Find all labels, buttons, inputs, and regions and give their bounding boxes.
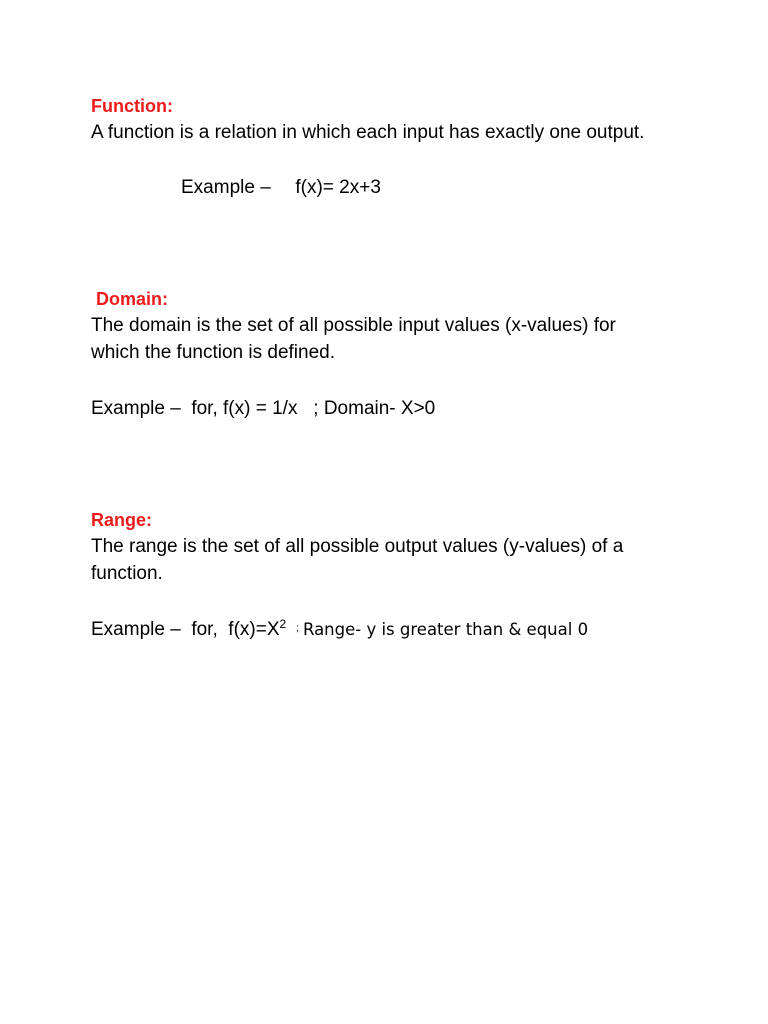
range-example (91, 617, 588, 642)
function-heading: Function: (91, 96, 173, 116)
function-definition: A function is a relation in which each input has exactly one output. (91, 122, 645, 143)
range-example-separator: ; (296, 623, 299, 634)
range-definition-line-1: The range is the set of all possible output values (y-values) of a (91, 536, 624, 557)
function-example-label: Example – (181, 177, 271, 198)
function-example (181, 176, 381, 200)
range-example-prefix: Example – for, f(x)=X (91, 619, 280, 640)
range-example-note: Range- y is greater than & equal 0 (302, 620, 589, 639)
domain-definition-line-1: The domain is the set of all possible input values (x-values) for (91, 315, 616, 336)
range-heading: Range: (91, 510, 153, 530)
domain-definition-line-2: which the function is defined. (91, 342, 335, 363)
range-example-superscript: 2 (279, 617, 287, 631)
domain-example: Example – for, f(x) = 1/x ; Domain- X>0 (91, 398, 436, 419)
domain-heading: Domain: (96, 289, 168, 309)
range-definition-line-2: function. (91, 563, 163, 584)
function-example-expression: f(x)= 2x+3 (295, 177, 381, 198)
